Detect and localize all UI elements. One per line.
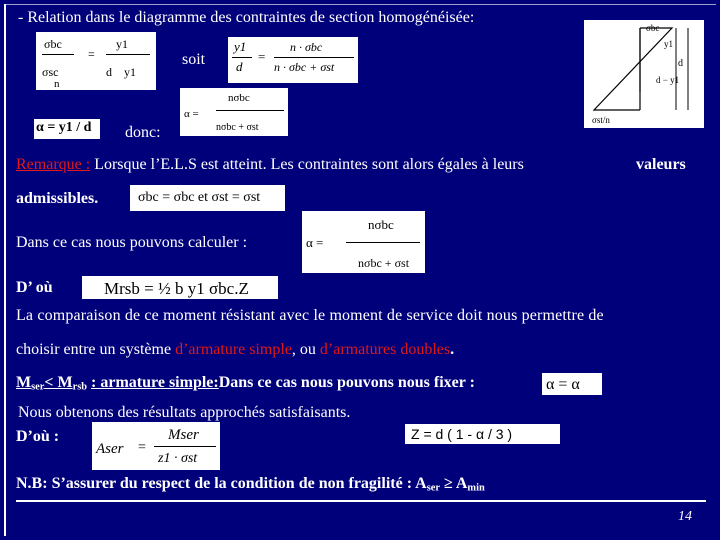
- f1-d: d: [106, 65, 112, 79]
- f5-text: σbc = σbc et σst = σst: [138, 190, 261, 205]
- formula-z: [405, 424, 560, 444]
- nb-text: S’assurer du respect de la condition de non fragilité : A: [51, 475, 427, 492]
- dou-label-2: D’où :: [16, 428, 60, 445]
- f8-text: α = α: [546, 376, 580, 393]
- fixer-text: Dans ce cas nous pouvons nous fixer :: [218, 374, 475, 391]
- comparaison-2a: choisir entre un système: [16, 341, 172, 358]
- comparaison-line-2: [16, 341, 454, 359]
- f2-numerator: n · σbc: [290, 40, 323, 54]
- formula-alpha-fix: [542, 373, 602, 395]
- f6-numerator: nσbc: [368, 217, 394, 232]
- formula-aser: [92, 422, 220, 470]
- calc-text: Dans ce cas nous pouvons calculer :: [16, 234, 248, 251]
- f3-alpha: α =: [184, 108, 199, 120]
- formula-stress-ratio: [36, 32, 156, 90]
- f2-d: d: [236, 59, 243, 74]
- frame-left-border: [4, 4, 6, 536]
- f2-denominator: n · σbc + σst: [274, 60, 335, 74]
- f1-sigma-bc: σbc: [44, 37, 62, 51]
- nb-label: N.B:: [16, 475, 48, 492]
- f9-aser: Aser: [96, 441, 124, 457]
- formula-mrsb: [82, 276, 278, 299]
- remarque-label: Remarque :: [16, 156, 91, 173]
- f9-equals: =: [138, 440, 146, 455]
- comparaison-2b: , ou: [291, 341, 316, 358]
- diagram-sigma-st-n: σst/n: [592, 115, 610, 125]
- valeurs-word: valeurs: [636, 156, 686, 173]
- f6-denominator: nσbc + σst: [358, 256, 410, 270]
- f9-numerator: Mser: [168, 427, 199, 443]
- stress-triangle-svg: [584, 20, 704, 128]
- armature-simple-label: : armature simple:: [91, 374, 219, 391]
- armatures-doubles-red: d’armatures doubles: [319, 341, 451, 358]
- formula-alpha-y1-d: [34, 119, 100, 139]
- nb-min-sub: min: [467, 482, 485, 494]
- formula-alpha-1: [180, 88, 288, 136]
- remarque-line: [16, 156, 524, 174]
- formula-admissible-stresses: [130, 185, 285, 211]
- f1-sigma-sc: σsc: [42, 65, 59, 79]
- donc-label: donc:: [125, 124, 161, 141]
- f2-equals: =: [258, 49, 266, 64]
- f6-alpha: α =: [306, 235, 324, 250]
- diagram-sigma-bc: σbc: [646, 23, 660, 33]
- f3-numerator: nσbc: [228, 92, 250, 104]
- f3-denominator: nσbc + σst: [216, 122, 259, 133]
- frame-top-border: [4, 4, 716, 5]
- period: .: [450, 341, 455, 358]
- diagram-d-minus-y1: d − y1: [656, 75, 680, 85]
- footer-divider: [16, 500, 706, 502]
- f10-text: Z = d ( 1 - α / 3 ): [411, 426, 513, 442]
- obtenons-text: Nous obtenons des résultats approchés satisfaisants.: [18, 404, 351, 421]
- formula-alpha-bar: [302, 211, 425, 273]
- remarque-text: Lorsque l’E.L.S est atteint. Les contraintes sont alors égales à leurs: [94, 156, 524, 173]
- comparaison-line-1: La comparaison de ce moment résistant avec le moment de service doit nous permettre de: [16, 307, 604, 324]
- slide-title: - Relation dans le diagramme des contraintes de section homogénéisée:: [18, 9, 475, 26]
- nb-line: [16, 475, 485, 498]
- formula-y1-over-d: [228, 37, 358, 83]
- f1-y1-bottom: y1: [124, 65, 136, 79]
- nb-ser-sub: ser: [426, 482, 440, 494]
- soit-label: soit: [182, 51, 206, 68]
- admissibles-word: admissibles.: [16, 190, 99, 207]
- page-number: 14: [678, 509, 692, 524]
- condition-line: [16, 374, 475, 397]
- f1-n: n: [54, 78, 60, 90]
- d-ou-label: D’ où: [16, 279, 53, 296]
- lt-mrsb: < $M_{rsb}$: [44, 374, 88, 393]
- armature-simple-red: d’armature simple: [175, 341, 292, 358]
- f9-denominator: z1 · σst: [158, 451, 198, 466]
- f2-y1: y1: [234, 39, 247, 54]
- f4-text: α = y1 / d: [36, 120, 92, 135]
- diagram-y1: y1: [664, 39, 673, 49]
- diagram-d: d: [678, 58, 683, 69]
- stress-diagram: [584, 20, 704, 128]
- f1-y1-top: y1: [116, 37, 128, 51]
- nb-geq: ≥ A: [439, 475, 468, 492]
- f1-equals: =: [88, 47, 95, 61]
- mser-label: $M_{ser}$: [16, 374, 45, 393]
- f7-text: Mrsb = ½ b y1 σbc.Z: [104, 279, 249, 298]
